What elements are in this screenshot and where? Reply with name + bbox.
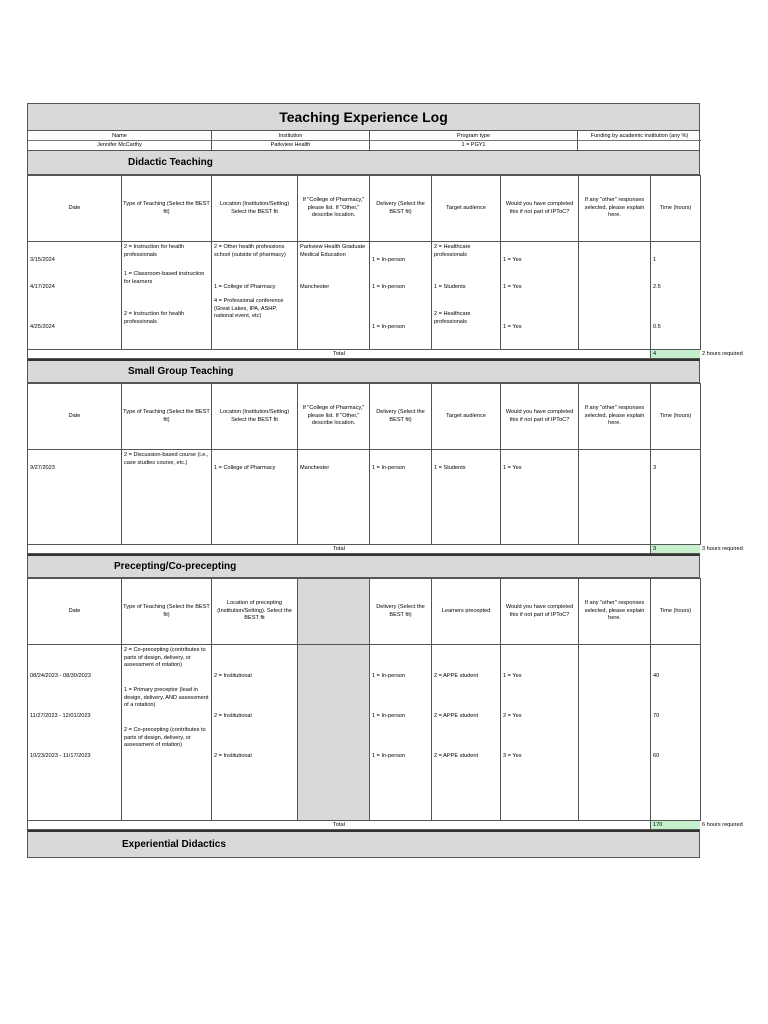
location-column <box>212 450 298 545</box>
header-date: Date <box>28 579 122 645</box>
type-cell[interactable]: 2 = Instruction for health professionals <box>124 244 185 258</box>
small-group-header-row <box>28 384 701 450</box>
precepting-table <box>27 578 701 821</box>
type-cell[interactable]: 2 = Co-precepting (contributes to parts of design, delivery, or assessment of rotation) <box>124 727 206 749</box>
didactic-total-row <box>27 350 743 359</box>
funding-value[interactable] <box>578 140 701 149</box>
time-column <box>651 242 701 350</box>
complete-cell[interactable]: 1 = Yes <box>503 284 522 290</box>
header-location: Location (Institution/Setting) Select the BEST fit <box>212 384 298 450</box>
header-other: If any "other" responses selected, please explain here. <box>579 384 651 450</box>
header-time: Time (hours) <box>651 176 701 242</box>
header-delivery: Delivery (Select the BEST fit) <box>370 579 432 645</box>
audience-cell[interactable]: 2 = Healthcare professionals <box>434 311 471 325</box>
learners-cell[interactable]: 2 = APPE student <box>434 753 479 759</box>
name-cell <box>28 131 212 150</box>
header-complete: Would you have completed this if not part of IPToC? <box>501 384 579 450</box>
complete-column <box>501 645 579 821</box>
delivery-cell[interactable]: 1 = In-person <box>372 284 406 290</box>
institution-cell <box>212 131 370 150</box>
location-column <box>212 645 298 821</box>
location-cell[interactable]: 2 = Institutional <box>214 673 252 679</box>
complete-cell[interactable]: 1 = Yes <box>503 257 522 263</box>
section-experiential-title: Experiential Didactics <box>27 830 700 858</box>
delivery-column <box>370 645 432 821</box>
audience-cell[interactable]: 2 = Healthcare professionals <box>434 244 471 258</box>
date-cell[interactable]: 11/27/2023 - 12/01/2023 <box>30 713 91 719</box>
other-cell[interactable] <box>579 450 651 545</box>
delivery-column <box>370 450 432 545</box>
header-learners: Learners precepted <box>432 579 501 645</box>
institution-label: Institution <box>278 133 303 139</box>
delivery-column <box>370 242 432 350</box>
learners-column <box>432 645 501 821</box>
precepting-header-row <box>28 579 701 645</box>
header-other: If any "other" responses selected, please explain here. <box>579 579 651 645</box>
other-cell[interactable] <box>579 645 651 821</box>
type-cell[interactable]: 1 = Classroom-based instruction for learners <box>124 271 205 285</box>
college-cell[interactable]: Parkview Health Graduate Medical Education <box>300 244 366 258</box>
program-label: Program type <box>456 133 490 139</box>
small-group-table <box>27 383 701 545</box>
audience-cell[interactable]: 1 = Students <box>434 284 466 290</box>
location-column <box>212 242 298 350</box>
learners-cell[interactable]: 2 = APPE student <box>434 673 479 679</box>
header-college: If "College of Pharmacy," please list. If "Other," describe location. <box>298 176 370 242</box>
header-type: Type of Teaching (Select the BEST fit) <box>122 176 212 242</box>
header-location: Location (Institution/Setting) Select the BEST fit <box>212 176 298 242</box>
audience-column <box>432 242 501 350</box>
type-cell[interactable]: 2 = Co-precepting (contributes to parts of design, delivery, or assessment of rotation) <box>124 647 206 669</box>
delivery-cell[interactable]: 1 = In-person <box>372 673 406 679</box>
date-cell[interactable]: 9/27/2023 <box>30 465 55 471</box>
name-value[interactable]: Jennifer McCarthy <box>28 140 211 149</box>
didactic-table <box>27 175 701 350</box>
section-precepting-title: Precepting/Co-precepting <box>27 554 700 578</box>
date-cell[interactable]: 10/23/2023 - 11/17/2023 <box>30 753 91 759</box>
college-cell[interactable]: Manchester <box>300 465 330 471</box>
didactic-body-row <box>28 242 701 350</box>
time-cell[interactable]: 70 <box>653 713 660 719</box>
header-audience: Target audience <box>432 384 501 450</box>
date-column <box>28 242 122 350</box>
date-cell[interactable]: 4/25/2024 <box>30 324 55 330</box>
log-title: Teaching Experience Log <box>27 103 700 131</box>
required-note: 3 hours required <box>702 546 743 552</box>
type-column <box>122 242 212 350</box>
total-value: 3 <box>650 545 700 553</box>
program-value[interactable]: 1 = PGY1 <box>370 140 577 149</box>
header-type: Type of Teaching (Select the BEST fit) <box>122 579 212 645</box>
section-didactic-title: Didactic Teaching <box>27 151 700 175</box>
type-cell[interactable]: 2 = Instruction for health professionals <box>124 311 185 325</box>
delivery-cell[interactable]: 1 = In-person <box>372 324 406 330</box>
precepting-total-row <box>27 821 743 830</box>
funding-cell <box>578 131 701 150</box>
required-note: 6 hours required <box>702 822 743 828</box>
header-delivery: Delivery (Select the BEST fit) <box>370 176 432 242</box>
time-cell[interactable]: 0.5 <box>653 324 661 330</box>
date-cell[interactable]: 3/15/2024 <box>30 257 55 263</box>
header-audience: Target audience <box>432 176 501 242</box>
delivery-cell[interactable]: 1 = In-person <box>372 465 406 471</box>
college-column <box>298 242 370 350</box>
location-cell[interactable]: 2 = Institutional <box>214 753 252 759</box>
funding-label: Funding by academic institution (any %) <box>590 133 689 139</box>
name-label: Name <box>112 133 127 139</box>
total-value: 4 <box>650 350 700 358</box>
time-column <box>651 645 701 821</box>
complete-cell[interactable]: 3 = Yes <box>503 753 522 759</box>
header-date: Date <box>28 176 122 242</box>
header-time: Time (hours) <box>651 384 701 450</box>
time-cell[interactable]: 2.5 <box>653 284 661 290</box>
time-cell[interactable]: 1 <box>653 257 657 263</box>
time-column <box>651 450 701 545</box>
total-label: Total <box>333 351 345 357</box>
location-cell[interactable]: 2 = Institutional <box>214 713 252 719</box>
complete-column <box>501 450 579 545</box>
time-cell[interactable]: 40 <box>653 673 660 679</box>
location-cell[interactable]: 1 = College of Pharmacy <box>214 284 276 290</box>
header-complete: Would you have completed this if not part of IPToC? <box>501 579 579 645</box>
header-complete: Would you have completed this if not part of IPToC? <box>501 176 579 242</box>
total-label: Total <box>333 546 345 552</box>
complete-cell[interactable]: 2 = Yes <box>503 713 522 719</box>
required-note: 2 hours required <box>702 351 743 357</box>
header-date: Date <box>28 384 122 450</box>
delivery-cell[interactable]: 1 = In-person <box>372 713 406 719</box>
date-column <box>28 450 122 545</box>
small-group-body-row <box>28 450 701 545</box>
blank-column <box>298 645 370 821</box>
header-other: If any "other" responses selected, please explain here. <box>579 176 651 242</box>
teaching-log-sheet <box>27 103 743 858</box>
section-small-group-title: Small Group Teaching <box>27 359 700 383</box>
header-blank <box>298 579 370 645</box>
total-label: Total <box>333 822 345 828</box>
type-column <box>122 450 212 545</box>
time-cell[interactable]: 60 <box>653 753 660 759</box>
didactic-header-row <box>28 176 701 242</box>
header-delivery: Delivery (Select the BEST fit) <box>370 384 432 450</box>
other-cell[interactable] <box>579 242 651 350</box>
program-cell <box>370 131 578 150</box>
complete-column <box>501 242 579 350</box>
header-time: Time (hours) <box>651 579 701 645</box>
header-type: Type of Teaching (Select the BEST fit) <box>122 384 212 450</box>
complete-cell[interactable]: 1 = Yes <box>503 673 522 679</box>
precepting-body-row <box>28 645 701 821</box>
learners-cell[interactable]: 2 = APPE student <box>434 713 479 719</box>
type-cell[interactable]: 1 = Primary preceptor (lead in design, delivery, AND assessment of a rotation) <box>124 687 209 709</box>
date-cell[interactable]: 4/17/2024 <box>30 284 55 290</box>
date-cell[interactable]: 08/24/2023 - 08/30/2023 <box>30 673 91 679</box>
header-location: Location of precepting (Institution/Setting). Select the BEST fit <box>212 579 298 645</box>
audience-column <box>432 450 501 545</box>
small-group-total-row <box>27 545 743 554</box>
complete-cell[interactable]: 1 = Yes <box>503 465 522 471</box>
delivery-cell[interactable]: 1 = In-person <box>372 753 406 759</box>
college-cell[interactable]: Manchester <box>300 284 330 290</box>
type-column <box>122 645 212 821</box>
location-cell[interactable]: 4 = Professional conference (Great Lakes, IPA, ASHP, national event, etc) <box>214 298 284 320</box>
total-value: 170 <box>650 821 700 829</box>
type-cell[interactable]: 2 = Discussion-based course (i.e., case studies course, etc.) <box>124 452 209 466</box>
location-cell[interactable]: 2 = Other health professions school (outside of pharmacy) <box>214 244 286 258</box>
date-column <box>28 645 122 821</box>
college-column <box>298 450 370 545</box>
time-cell[interactable]: 3 <box>653 465 657 471</box>
audience-cell[interactable]: 1 = Students <box>434 465 466 471</box>
institution-value[interactable]: Parkview Health <box>212 140 369 149</box>
complete-cell[interactable]: 1 = Yes <box>503 324 522 330</box>
info-row <box>27 131 700 151</box>
delivery-cell[interactable]: 1 = In-person <box>372 257 406 263</box>
location-cell[interactable]: 1 = College of Pharmacy <box>214 465 276 471</box>
header-college: If "College of Pharmacy," please list. If "Other," describe location. <box>298 384 370 450</box>
